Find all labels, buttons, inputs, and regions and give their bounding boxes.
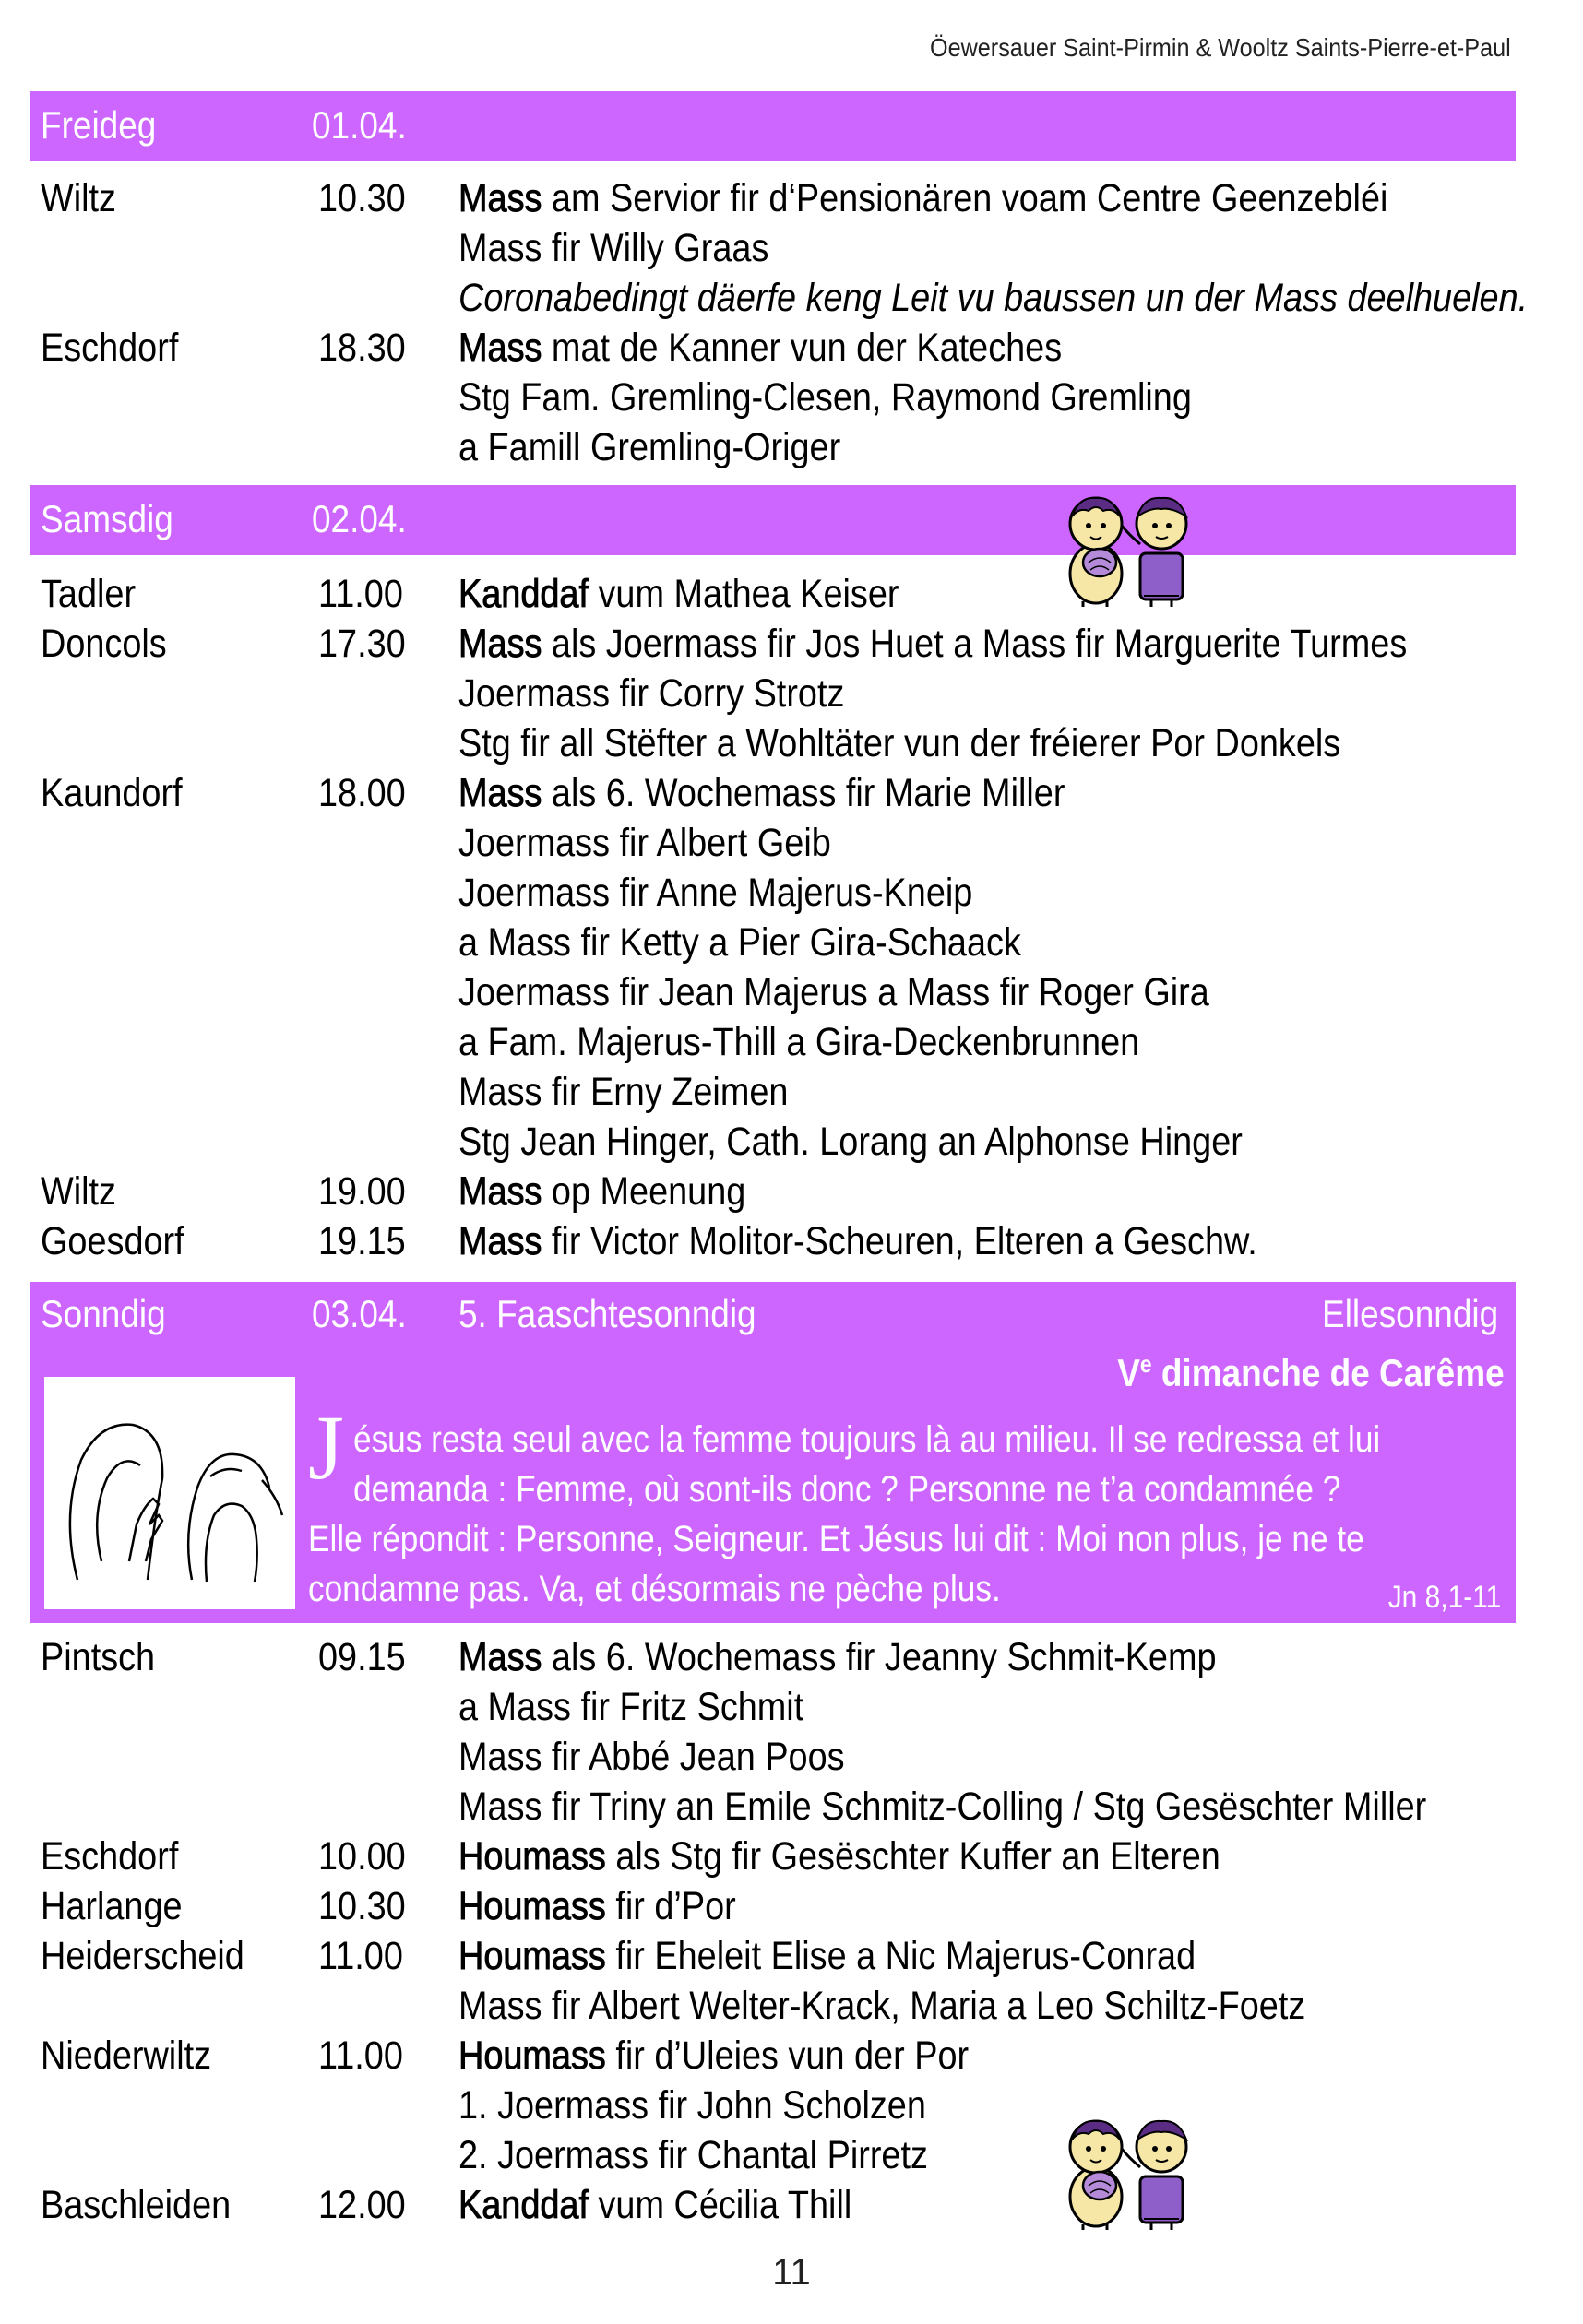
- entry-line: 1. Joermass fir John Scholzen: [458, 2083, 926, 2128]
- entry-line: Joermass fir Anne Majerus-Kneip: [458, 871, 973, 915]
- service-kind: Mass: [458, 1169, 542, 1214]
- entry-row: [0, 1881, 1583, 1931]
- entry-line: Stg Fam. Gremling-Clesen, Raymond Gremling: [458, 375, 1192, 420]
- entry-row: [0, 2031, 1583, 2081]
- entry-time: 11.00: [318, 1934, 403, 1978]
- day-name: Sonndig: [41, 1292, 166, 1335]
- entry-line: Mass am Servior fir d‘Pensionären voam Centre Geenzebléi: [458, 176, 1388, 220]
- entry-row: [0, 2180, 1583, 2230]
- entry-place: Doncols: [41, 622, 167, 666]
- entry-row: [0, 173, 1583, 223]
- entry-time: 19.00: [318, 1169, 406, 1214]
- sunday-right-title: Ellesonndig: [1321, 1292, 1498, 1335]
- service-kind: Houmass: [458, 1884, 606, 1928]
- entry-row: [0, 1732, 1583, 1782]
- day-date: 01.04.: [312, 103, 407, 147]
- entry-place: Eschdorf: [41, 1834, 179, 1879]
- page-header: Öewersauer Saint-Pirmin & Wooltz Saints-Pierre-et-Paul: [930, 33, 1511, 62]
- verse-line: demanda : Femme, où sont-ils donc ? Personne ne t’a condamnée ?: [353, 1469, 1341, 1510]
- entry-line: Houmass fir d’Uleies vun der Por: [458, 2034, 970, 2078]
- entry-line: Mass fir Willy Graas: [458, 226, 769, 270]
- entry-time: 18.30: [318, 326, 406, 370]
- entry-line: 2. Joermass fir Chantal Pirretz: [458, 2133, 928, 2177]
- verse-dropcap: J: [308, 1396, 344, 1499]
- entry-line: Mass als 6. Wochemass fir Jeanny Schmit-Kemp: [458, 1635, 1217, 1679]
- service-kind: Houmass: [458, 1934, 606, 1978]
- entry-row: [0, 373, 1583, 422]
- entry-row: [0, 669, 1583, 718]
- service-kind: Mass: [458, 1219, 542, 1263]
- entry-place: Goesdorf: [41, 1219, 184, 1263]
- entry-row: [0, 1632, 1583, 1682]
- entry-row: [0, 223, 1583, 273]
- service-kind: Mass: [458, 326, 542, 370]
- entry-line: Mass fir Victor Molitor-Scheuren, Elteren a Geschw.: [458, 1219, 1257, 1263]
- entry-time: 10.30: [318, 176, 406, 220]
- entry-line: Houmass fir Eheleit Elise a Nic Majerus-Conrad: [458, 1934, 1196, 1978]
- entry-time: 10.00: [318, 1834, 406, 1879]
- entry-row: [0, 868, 1583, 918]
- entry-row: [0, 768, 1583, 818]
- baptism-illustration: [1052, 2112, 1195, 2232]
- entry-line: Kanddaf vum Mathea Keiser: [458, 572, 899, 616]
- verse-illustration-box: [44, 1377, 295, 1609]
- verse-reference: Jn 8,1-11: [1387, 1580, 1501, 1615]
- day-date: 02.04.: [312, 497, 407, 540]
- entry-row: [0, 569, 1583, 619]
- entry-place: Kaundorf: [41, 771, 183, 815]
- entry-line: Houmass fir d’Por: [458, 1884, 736, 1928]
- entry-row: [0, 818, 1583, 868]
- day-date: 03.04.: [312, 1292, 407, 1335]
- entry-row: [0, 1782, 1583, 1832]
- entry-time: 18.00: [318, 771, 406, 815]
- entry-line: Mass fir Triny an Emile Schmitz-Colling / Stg Gesëschter Miller: [458, 1784, 1427, 1829]
- entry-time: 09.15: [318, 1635, 406, 1679]
- entry-row: [0, 2130, 1583, 2180]
- entry-row: [0, 1067, 1583, 1117]
- service-kind: Kanddaf: [458, 572, 589, 616]
- entry-place: Baschleiden: [41, 2183, 232, 2227]
- entry-line: Joermass fir Corry Strotz: [458, 671, 845, 716]
- entry-time: 10.30: [318, 1884, 406, 1928]
- entry-row: [0, 1981, 1583, 2031]
- entry-row: [0, 323, 1583, 373]
- entry-row: [0, 1017, 1583, 1067]
- entry-time: 11.00: [318, 2034, 403, 2078]
- service-kind: Mass: [458, 176, 542, 220]
- entry-row: [0, 918, 1583, 967]
- entry-row: [0, 967, 1583, 1017]
- day-bar-freideg: [30, 91, 1516, 161]
- verse-line: ésus resta seul avec la femme toujours là au milieu. Il se redressa et lui: [353, 1419, 1381, 1460]
- entry-line: Joermass fir Albert Geib: [458, 821, 831, 865]
- jesus-woman-illustration: [44, 1377, 295, 1609]
- service-kind: Kanddaf: [458, 2183, 589, 2227]
- entry-time: 11.00: [318, 572, 403, 616]
- entry-place: Wiltz: [41, 176, 116, 220]
- entry-row: [0, 1931, 1583, 1981]
- entry-line: a Mass fir Fritz Schmit: [458, 1685, 804, 1729]
- entry-line: Mass fir Albert Welter-Krack, Maria a Leo Schiltz-Foetz: [458, 1984, 1306, 2028]
- entry-note: Coronabedingt däerfe keng Leit vu baussen un der Mass deelhuelen.: [458, 276, 1529, 320]
- entry-row: [0, 1832, 1583, 1881]
- entry-row: [0, 422, 1583, 472]
- entry-row: [0, 619, 1583, 669]
- entry-place: Heiderscheid: [41, 1934, 244, 1978]
- entry-line: a Famill Gremling-Origer: [458, 425, 841, 469]
- service-kind: Mass: [458, 622, 542, 666]
- entry-time: 12.00: [318, 2183, 406, 2227]
- entry-line: Mass als Joermass fir Jos Huet a Mass fir Marguerite Turmes: [458, 622, 1408, 666]
- entry-time: 17.30: [318, 622, 406, 666]
- entry-line: Mass op Meenung: [458, 1169, 746, 1214]
- service-kind: Houmass: [458, 1834, 606, 1879]
- entry-place: Wiltz: [41, 1169, 116, 1214]
- entry-time: 19.15: [318, 1219, 406, 1263]
- day-name: Freideg: [41, 103, 157, 147]
- entry-row: [0, 1167, 1583, 1216]
- sunday-french-title: Ve dimanche de Carême: [1117, 1350, 1505, 1394]
- entry-row: [0, 1216, 1583, 1266]
- entry-row: [0, 1117, 1583, 1167]
- entry-line: Mass fir Erny Zeimen: [458, 1070, 789, 1114]
- entry-row: [0, 2081, 1583, 2130]
- entry-line: Mass fir Abbé Jean Poos: [458, 1735, 845, 1779]
- service-kind: Houmass: [458, 2034, 606, 2078]
- verse-line: Elle répondit : Personne, Seigneur. Et Jésus lui dit : Moi non plus, je ne te: [308, 1519, 1364, 1559]
- entry-place: Tadler: [41, 572, 137, 616]
- entry-line: Stg fir all Stëfter a Wohltäter vun der fréierer Por Donkels: [458, 721, 1341, 765]
- entry-place: Eschdorf: [41, 326, 179, 370]
- sunday-title: 5. Faaschtesonndig: [458, 1292, 756, 1335]
- verse-line: condamne pas. Va, et désormais ne pèche plus.: [308, 1569, 1001, 1609]
- entry-row: [0, 718, 1583, 768]
- entry-line: Stg Jean Hinger, Cath. Lorang an Alphonse Hinger: [458, 1120, 1243, 1164]
- service-kind: Mass: [458, 771, 542, 815]
- entry-place: Harlange: [41, 1884, 183, 1928]
- entry-place: Pintsch: [41, 1635, 156, 1679]
- page-number: 11: [772, 2252, 811, 2293]
- entry-row: [0, 273, 1583, 323]
- service-kind: Mass: [458, 1635, 542, 1679]
- entry-line: Mass als 6. Wochemass fir Marie Miller: [458, 771, 1065, 815]
- entry-line: Kanddaf vum Cécilia Thill: [458, 2183, 852, 2227]
- entry-line: a Mass fir Ketty a Pier Gira-Schaack: [458, 920, 1021, 965]
- entry-place: Niederwiltz: [41, 2034, 212, 2078]
- day-bar-samsdig: [30, 485, 1516, 555]
- entry-line: a Fam. Majerus-Thill a Gira-Deckenbrunnen: [458, 1020, 1140, 1064]
- entry-line: Joermass fir Jean Majerus a Mass fir Roger Gira: [458, 970, 1209, 1014]
- entry-line: Houmass als Stg fir Gesëschter Kuffer an Elteren: [458, 1834, 1220, 1879]
- entry-line: Mass mat de Kanner vun der Kateches: [458, 326, 1063, 370]
- entry-row: [0, 1682, 1583, 1732]
- day-name: Samsdig: [41, 497, 173, 540]
